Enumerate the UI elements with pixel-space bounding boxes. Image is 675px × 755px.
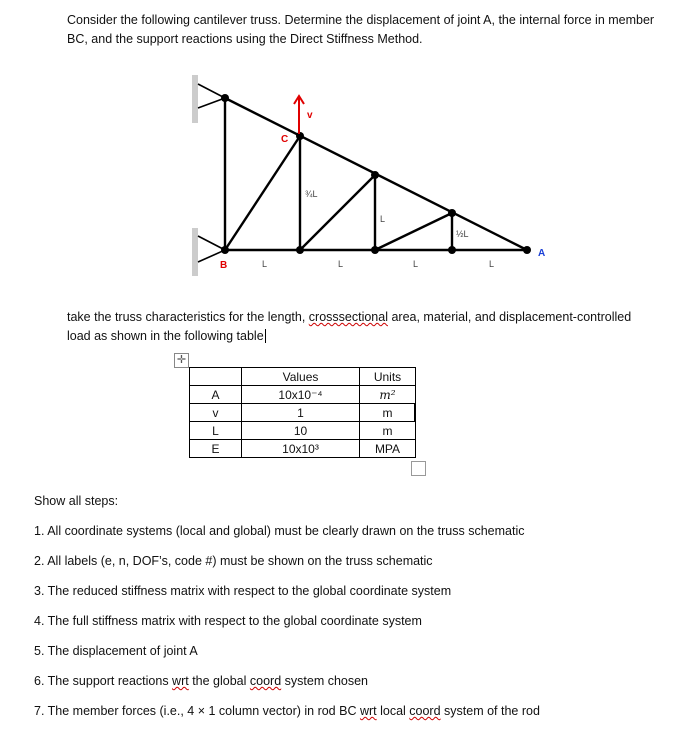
load-label: v — [307, 110, 313, 121]
span-label: L — [489, 259, 495, 269]
cell: m² — [360, 386, 416, 404]
cell: v — [190, 404, 242, 422]
table-resize-handle[interactable] — [411, 461, 426, 476]
cell: 1 — [242, 404, 360, 422]
misspelled-word[interactable]: crosssectional — [308, 310, 388, 324]
cell: MPA — [360, 440, 416, 458]
step-item: 2. All labels (e, n, DOF’s, code #) must be shown on the truss schematic — [34, 554, 433, 568]
properties-table — [189, 367, 416, 458]
span-label: L — [262, 259, 268, 269]
text: system of the rod — [440, 704, 540, 718]
height-label-1: ¾L — [305, 189, 318, 199]
table-row — [190, 404, 416, 422]
pin-support-bottom — [198, 236, 225, 262]
joint-b-label: B — [220, 260, 228, 271]
step-item — [34, 702, 540, 732]
cell: m — [360, 422, 416, 440]
joint-c-label: C — [281, 134, 289, 145]
misspelled-word[interactable]: coord — [409, 704, 441, 718]
wall-bottom — [192, 228, 198, 276]
characteristics-text — [67, 308, 657, 346]
misspelled-word[interactable]: wrt — [359, 704, 377, 718]
load-arrow-icon — [294, 96, 304, 134]
cell: E — [190, 440, 242, 458]
table-row — [190, 440, 416, 458]
cell: A — [190, 386, 242, 404]
height-label-3: ½L — [456, 229, 469, 239]
step-item — [34, 672, 540, 702]
steps-list — [34, 492, 540, 732]
table-row — [190, 386, 416, 404]
step-item: 1. All coordinate systems (local and global) must be clearly drawn on the truss schematic — [34, 524, 525, 538]
cell: 10 — [242, 422, 360, 440]
steps-title: Show all steps: — [34, 494, 119, 508]
span-label: L — [413, 259, 419, 269]
cell: m — [360, 404, 416, 422]
span-label: L — [338, 259, 344, 269]
text: 7. The member forces (i.e., 4 × 1 column vector) in rod BC — [34, 704, 360, 718]
pin-support-top — [198, 84, 225, 108]
cell: 10x10³ — [242, 440, 360, 458]
text: take the truss characteristics for the length, — [67, 310, 309, 324]
step-item: 5. The displacement of joint A — [34, 644, 198, 658]
text: local — [376, 704, 410, 718]
joint-a-label: A — [538, 248, 546, 259]
text-cursor — [265, 329, 266, 343]
header-cell — [190, 368, 242, 386]
height-label-2: L — [380, 214, 386, 224]
table-header-row — [190, 368, 416, 386]
wall-top — [192, 75, 198, 123]
step-item: 3. The reduced stiffness matrix with respect to the global coordinate system — [34, 584, 452, 598]
header-cell: Values — [242, 368, 360, 386]
table-move-handle-icon[interactable]: ✛ — [174, 353, 189, 368]
text: the global — [188, 674, 250, 688]
text: system chosen — [281, 674, 369, 688]
problem-statement: Consider the following cantilever truss. Determine the displacement of joint A, the internal force in member BC, and the support reactions using the Direct Stiffness Method. — [67, 13, 655, 46]
cell: 10x10⁻⁴ — [242, 386, 360, 404]
misspelled-word[interactable]: wrt — [172, 674, 189, 688]
misspelled-word[interactable]: coord — [249, 674, 282, 688]
text-cursor — [414, 404, 415, 422]
cell: L — [190, 422, 242, 440]
header-cell: Units — [360, 368, 416, 386]
truss-diagram — [0, 0, 675, 300]
text: area, material, and displacement-controlled load as shown in the following table — [67, 310, 632, 343]
table-row — [190, 422, 416, 440]
text: 6. The support reactions — [34, 674, 173, 688]
step-item: 4. The full stiffness matrix with respect to the global coordinate system — [34, 614, 422, 628]
